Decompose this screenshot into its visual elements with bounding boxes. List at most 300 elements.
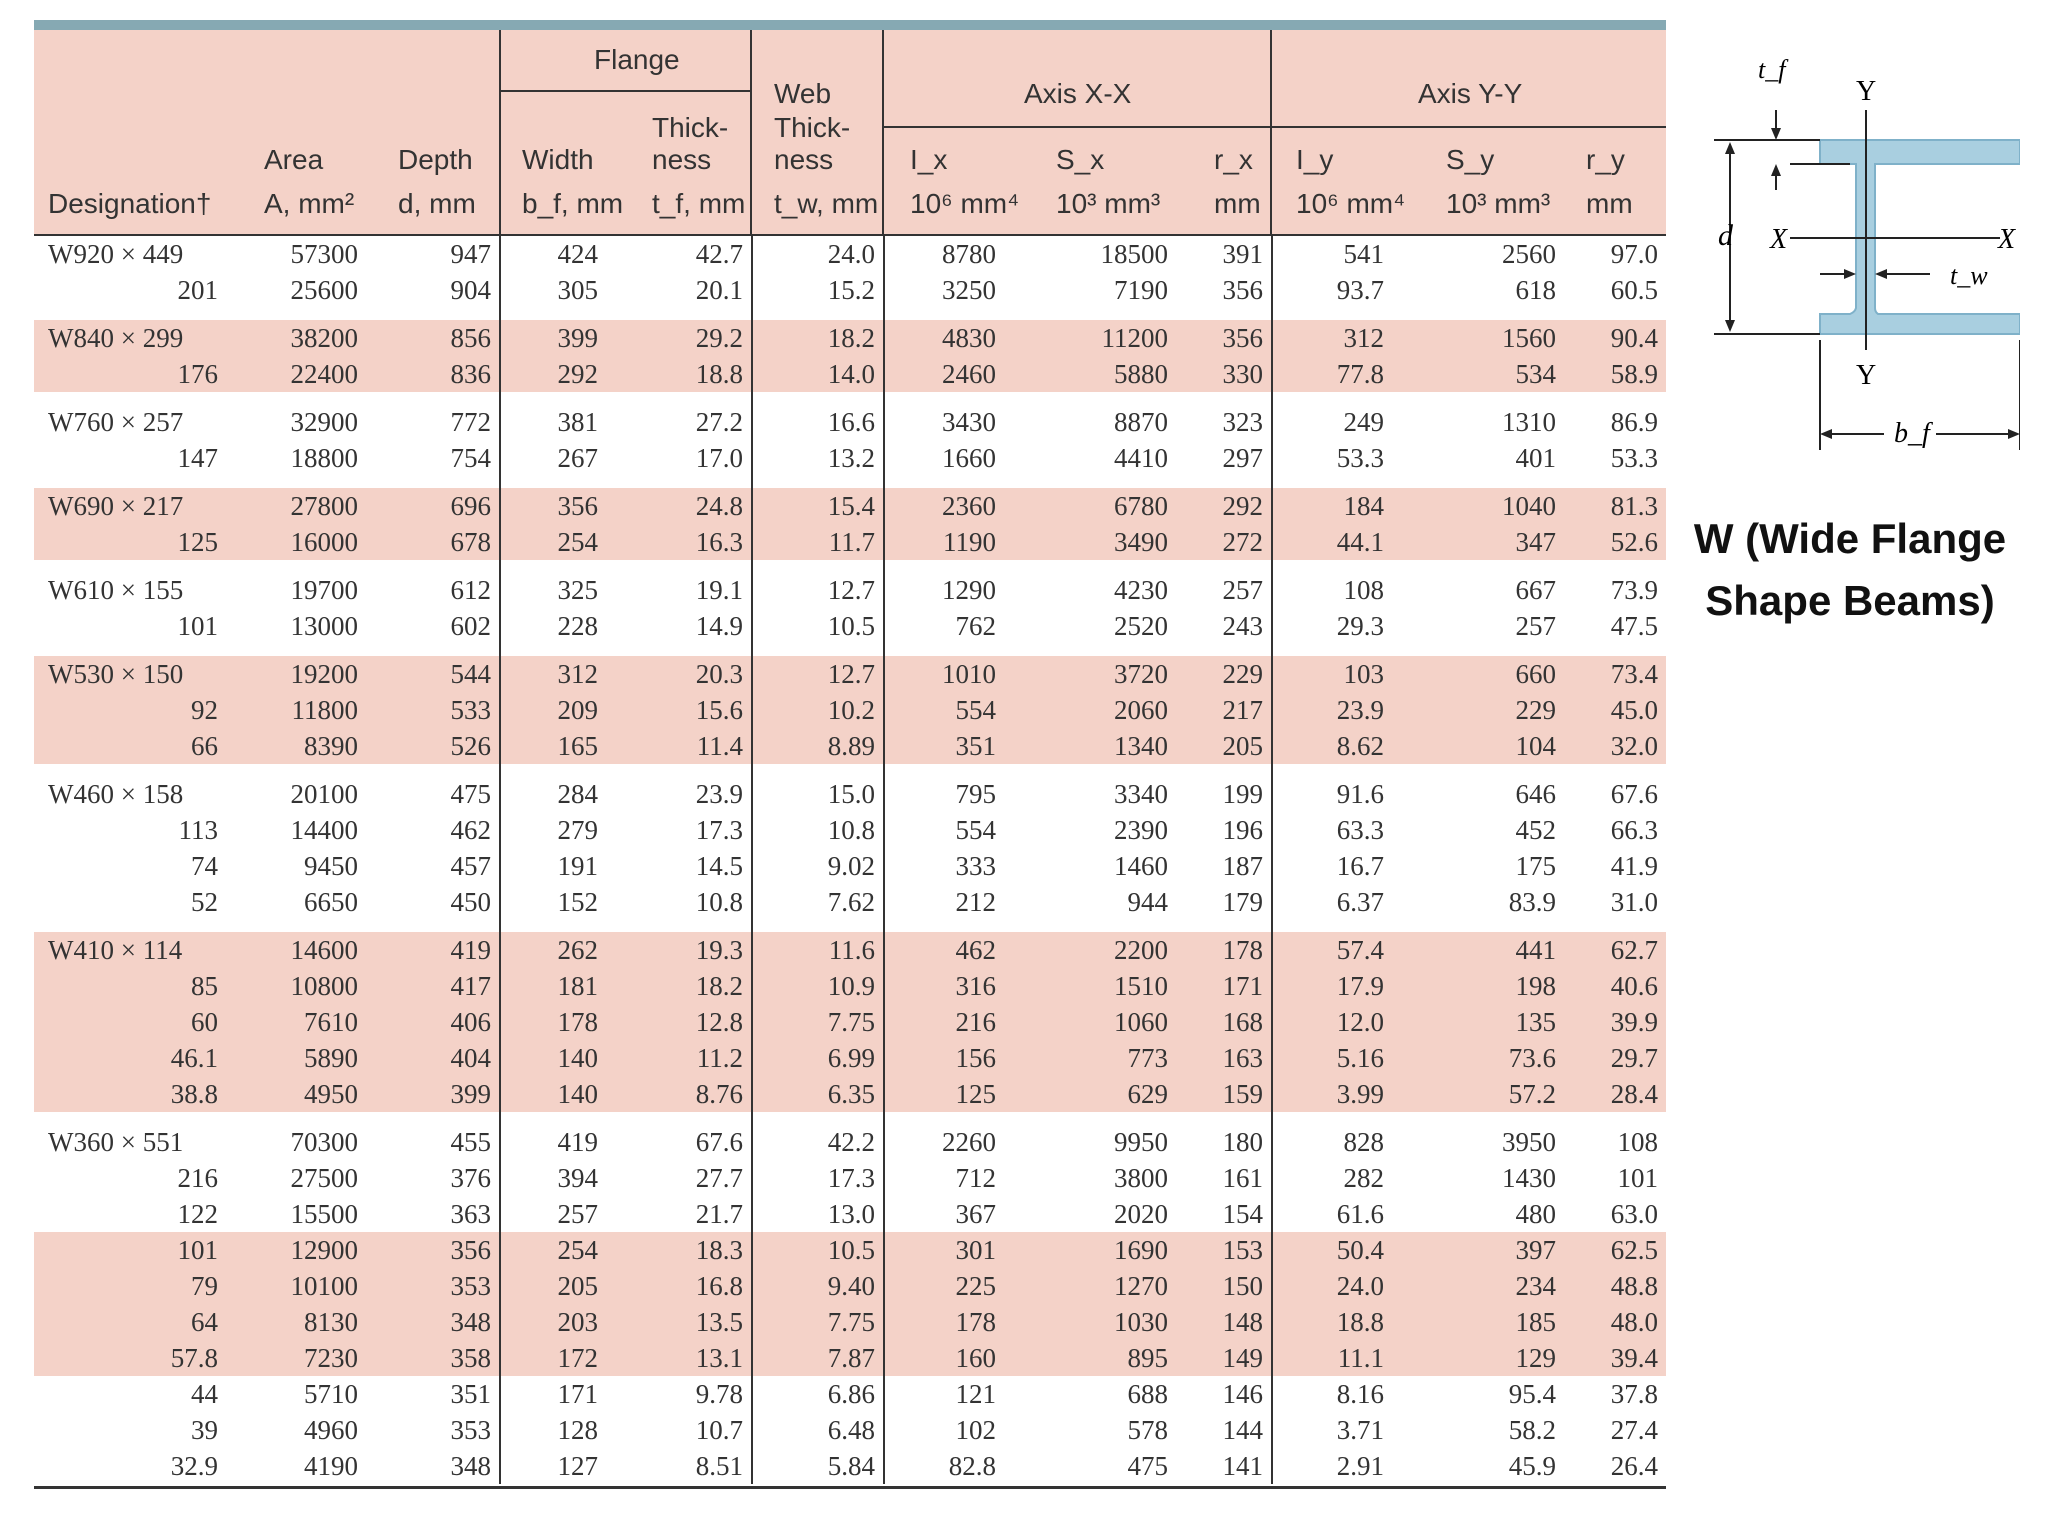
value-cell: 12.7 [752,656,884,692]
value-cell: 1510 [1004,968,1176,1004]
value-cell: 209 [500,692,606,728]
value-cell: 70300 [290,1127,358,1157]
value-cell: 52.6 [1564,524,1666,560]
designation-cell: 101 [177,611,218,641]
value-cell: 3250 [884,272,1004,308]
value-cell: 90.4 [1564,320,1666,356]
value-cell: 82.8 [884,1448,1004,1484]
value-cell: 399 [366,1076,500,1112]
designation-cell: 39 [191,1415,218,1445]
value-cell: 6780 [1004,488,1176,524]
value-cell: 184 [1272,488,1392,524]
table-row [34,440,1666,476]
depth-label: d [1718,219,1733,252]
designation-cell: W920 × 449 [48,239,184,269]
value-cell: 127 [500,1448,606,1484]
value-cell: 156 [884,1040,1004,1076]
group-spacer [34,308,1666,320]
value-cell: 40.6 [1564,968,1666,1004]
tw-arrow-right [1844,269,1856,279]
value-cell: 2390 [1114,815,1168,845]
designation-cell: 44 [191,1379,218,1409]
table-row [34,968,1666,1004]
value-cell: 6.86 [752,1376,884,1412]
table-row [34,488,1666,524]
value-cell: 199 [1222,779,1263,809]
value-cell: 11.1 [1272,1340,1392,1376]
value-cell: 25600 [290,275,358,305]
value-cell: 39.4 [1564,1340,1666,1376]
value-cell: 292 [1176,488,1272,524]
value-cell: 16.3 [606,524,752,560]
value-cell: 11800 [234,692,366,728]
value-cell: 1190 [884,524,1004,560]
value-cell: 279 [500,812,606,848]
value-cell: 102 [884,1412,1004,1448]
value-cell: 73.4 [1564,656,1666,692]
col-divider-1 [499,30,501,234]
tw-arrow-left [1875,269,1887,279]
value-cell: 828 [1272,1124,1392,1160]
designation-cell: W760 × 257 [48,407,184,437]
value-cell: 330 [1176,356,1272,392]
flange-thick-symbol: t_f, mm [652,188,746,219]
value-cell: 229 [1392,692,1564,728]
value-cell: 3950 [1502,1127,1556,1157]
value-cell: 856 [366,320,500,356]
value-cell: 1290 [884,572,1004,608]
value-cell: 243 [1222,611,1263,641]
value-cell: 367 [884,1196,1004,1232]
value-cell: 602 [450,611,491,641]
value-cell: 58.9 [1564,356,1666,392]
designation-cell: 46.1 [34,1040,234,1076]
value-cell: 154 [1222,1199,1263,1229]
value-cell: 7230 [234,1340,366,1376]
value-cell: 10.9 [752,968,884,1004]
value-cell: 3490 [1004,524,1176,560]
value-cell: 3720 [1004,656,1176,692]
value-cell: 3800 [1114,1163,1168,1193]
value-cell: 1010 [884,656,1004,692]
designation-label: Designation† [48,188,212,219]
table-row [34,272,1666,308]
value-cell: 216 [884,1004,1004,1040]
value-cell: 10.2 [752,692,884,728]
group-spacer [34,476,1666,488]
value-cell: 148 [1176,1304,1272,1340]
designation-cell: 79 [34,1268,234,1304]
value-cell: 168 [1176,1004,1272,1040]
value-cell: 95.4 [1508,1379,1556,1409]
value-cell: 103 [1272,656,1392,692]
designation-cell: 57.8 [34,1340,234,1376]
value-cell: 63.3 [1272,812,1392,848]
value-cell: 452 [1515,815,1556,845]
table-bottom-rule [34,1486,1666,1489]
ry-unit: mm [1586,188,1633,219]
table-row [34,236,1666,272]
value-cell: 297 [1222,443,1263,473]
designation-cell: 74 [191,851,218,881]
value-cell: 376 [450,1163,491,1193]
value-cell: 15.6 [606,692,752,728]
value-cell: 9.02 [752,848,884,884]
value-cell: 196 [1222,815,1263,845]
value-cell: 42.7 [695,239,743,269]
value-cell: 12.7 [752,572,884,608]
value-cell: 292 [500,356,606,392]
value-cell: 2020 [1114,1199,1168,1229]
y-top-label: Y [1856,76,1877,107]
value-cell: 86.9 [1610,407,1658,437]
value-cell: 205 [500,1268,606,1304]
value-cell: 2520 [1114,611,1168,641]
designation-cell: W690 × 217 [34,488,234,524]
value-cell: 11.2 [606,1040,752,1076]
value-cell: 108 [1272,572,1392,608]
value-cell: 66.3 [1610,815,1658,845]
value-cell: 18.2 [606,968,752,1004]
value-cell: 13.0 [752,1196,884,1232]
bf-arrow-left [1820,429,1832,439]
value-cell: 6.48 [752,1412,884,1448]
group-spacer [34,1112,1666,1124]
value-cell: 356 [366,1232,500,1268]
value-cell: 8.76 [606,1076,752,1112]
value-cell: 533 [366,692,500,728]
value-cell: 457 [450,851,491,881]
value-cell: 16.8 [606,1268,752,1304]
designation-cell: 125 [34,524,234,560]
value-cell: 17.3 [752,1160,884,1196]
table-row [34,320,1666,356]
value-cell: 353 [366,1268,500,1304]
value-cell: 8.16 [1272,1376,1392,1412]
value-cell: 462 [450,815,491,845]
tf-label: t_f [1758,55,1786,84]
axis-group-rule [883,126,1666,128]
value-cell: 108 [1617,1127,1658,1157]
value-cell: 101 [1617,1163,1658,1193]
value-cell: 541 [1272,236,1392,272]
value-cell: 4950 [234,1076,366,1112]
value-cell: 20.1 [695,275,743,305]
value-cell: 4230 [1114,575,1168,605]
sy-unit: 10³ mm³ [1446,188,1551,219]
value-cell: 399 [500,320,606,356]
value-cell: 333 [884,848,1004,884]
group-spacer [34,764,1666,776]
designation-cell: 201 [177,275,218,305]
value-cell: 175 [1515,851,1556,881]
value-cell: 45.0 [1564,692,1666,728]
value-cell: 5880 [1004,356,1176,392]
table-row [34,1040,1666,1076]
value-cell: 32.0 [1564,728,1666,764]
value-cell: 14600 [234,932,366,968]
web-label-3: ness [774,144,834,175]
table-row [34,524,1666,560]
table-row [34,404,1666,440]
designation-cell: 52 [191,887,218,917]
value-cell: 41.9 [1610,851,1658,881]
value-cell: 1270 [1004,1268,1176,1304]
value-cell: 185 [1392,1304,1564,1340]
value-cell: 406 [366,1004,500,1040]
value-cell: 9950 [1114,1127,1168,1157]
bf-arrow-right [2008,429,2020,439]
value-cell: 8390 [234,728,366,764]
value-cell: 198 [1392,968,1564,1004]
value-cell: 141 [1222,1451,1263,1481]
value-cell: 229 [1176,656,1272,692]
value-cell: 53.3 [1610,443,1658,473]
value-cell: 205 [1176,728,1272,764]
table-header [34,30,1666,236]
value-cell: 356 [1176,320,1272,356]
value-cell: 15.0 [752,776,884,812]
value-cell: 18.3 [606,1232,752,1268]
value-cell: 8870 [1114,407,1168,437]
value-cell: 8.62 [1272,728,1392,764]
value-cell: 27.2 [695,407,743,437]
value-cell: 450 [450,887,491,917]
value-cell: 3430 [884,404,1004,440]
value-cell: 19200 [234,656,366,692]
value-cell: 9.40 [752,1268,884,1304]
value-cell: 836 [366,356,500,392]
designation-cell: 147 [177,443,218,473]
sx-unit: 10³ mm³ [1056,188,1161,219]
value-cell: 660 [1392,656,1564,692]
value-cell: 323 [1222,407,1263,437]
value-cell: 161 [1222,1163,1263,1193]
designation-cell: W840 × 299 [34,320,234,356]
wide-flange-cross-section-diagram [1700,50,2020,470]
value-cell: 26.4 [1610,1451,1658,1481]
value-cell: 475 [1127,1451,1168,1481]
value-cell: 404 [366,1040,500,1076]
value-cell: 795 [884,776,1004,812]
value-cell: 18800 [290,443,358,473]
value-cell: 15.2 [752,272,884,308]
value-cell: 7.62 [752,884,884,920]
group-spacer [34,560,1666,572]
value-cell: 480 [1515,1199,1556,1229]
value-cell: 284 [500,776,606,812]
value-cell: 31.0 [1610,887,1658,917]
value-cell: 212 [884,884,1004,920]
value-cell: 19.1 [695,575,743,605]
value-cell: 61.6 [1272,1196,1392,1232]
col-divider-4 [1270,30,1272,234]
area-label: Area [264,144,324,175]
value-cell: 667 [1515,575,1556,605]
axis-xx-label: Axis X-X [1024,78,1132,109]
value-cell: 6650 [304,887,358,917]
value-cell: 10.5 [752,1232,884,1268]
table-row [34,932,1666,968]
value-cell: 257 [1515,611,1556,641]
table-row [34,1340,1666,1376]
value-cell: 19700 [290,575,358,605]
ry-symbol: r_y [1586,144,1625,175]
value-cell: 2460 [884,356,1004,392]
value-cell: 203 [500,1304,606,1340]
value-cell: 12.0 [1272,1004,1392,1040]
value-cell: 8.51 [695,1451,743,1481]
depth-label: Depth [398,144,473,175]
value-cell: 16.7 [1272,848,1392,884]
value-cell: 612 [450,575,491,605]
value-cell: 301 [884,1232,1004,1268]
value-cell: 9450 [304,851,358,881]
value-cell: 20.3 [606,656,752,692]
table-row [34,1076,1666,1112]
value-cell: 27.4 [1610,1415,1658,1445]
value-cell: 44.1 [1272,524,1392,560]
table-row [34,812,1666,848]
web-symbol: t_w, mm [774,188,879,219]
value-cell: 1040 [1392,488,1564,524]
data-table [34,236,1666,1484]
value-cell: 11200 [1004,320,1176,356]
value-cell: 394 [500,1160,606,1196]
value-cell: 91.6 [1272,776,1392,812]
sx-symbol: S_x [1056,144,1105,175]
value-cell: 42.2 [752,1124,884,1160]
value-cell: 353 [450,1415,491,1445]
value-cell: 17.9 [1272,968,1392,1004]
value-cell: 254 [500,1232,606,1268]
value-cell: 316 [884,968,1004,1004]
web-label-1: Web [774,78,832,109]
designation-cell: W410 × 114 [34,932,234,968]
web-label-2: Thick- [774,112,851,143]
value-cell: 2060 [1004,692,1176,728]
value-cell: 172 [500,1340,606,1376]
value-cell: 441 [1392,932,1564,968]
value-cell: 32900 [290,407,358,437]
value-cell: 7610 [234,1004,366,1040]
value-cell: 356 [500,488,606,524]
table-row [34,1232,1666,1268]
value-cell: 152 [500,884,606,920]
designation-cell: W460 × 158 [48,779,184,809]
table-row [34,1124,1666,1160]
value-cell: 13.5 [606,1304,752,1340]
designation-cell: 64 [34,1304,234,1340]
value-cell: 348 [366,1304,500,1340]
value-cell: 225 [884,1268,1004,1304]
value-cell: 4190 [304,1451,358,1481]
value-cell: 50.4 [1272,1232,1392,1268]
value-cell: 4960 [304,1415,358,1445]
value-cell: 10.8 [752,812,884,848]
value-cell: 62.7 [1564,932,1666,968]
value-cell: 1560 [1392,320,1564,356]
value-cell: 16.6 [752,404,884,440]
value-cell: 24.0 [752,236,884,272]
iy-symbol: I_y [1296,144,1334,175]
col-divider-3 [882,30,884,234]
value-cell: 5710 [304,1379,358,1409]
ix-symbol: I_x [910,144,948,175]
value-cell: 7.87 [752,1340,884,1376]
axis-yy-label: Axis Y-Y [1418,78,1523,109]
value-cell: 754 [450,443,491,473]
x-left-label: X [1770,224,1788,255]
rx-symbol: r_x [1214,144,1253,175]
value-cell: 165 [500,728,606,764]
value-cell: 45.9 [1508,1451,1556,1481]
value-cell: 347 [1392,524,1564,560]
table-row [34,1412,1666,1448]
designation-cell: W610 × 155 [48,575,184,605]
value-cell: 305 [500,272,606,308]
designation-cell: 60 [34,1004,234,1040]
value-cell: 27500 [290,1163,358,1193]
value-cell: 73.6 [1392,1040,1564,1076]
value-cell: 904 [450,275,491,305]
designation-cell: 101 [34,1232,234,1268]
value-cell: 15500 [290,1199,358,1229]
value-cell: 312 [500,656,606,692]
table-row [34,1004,1666,1040]
value-cell: 5890 [234,1040,366,1076]
bf-label: b_f [1894,418,1930,449]
value-cell: 254 [500,524,606,560]
value-cell: 8.89 [752,728,884,764]
value-cell: 1430 [1502,1163,1556,1193]
value-cell: 312 [1272,320,1392,356]
depth-symbol: d, mm [398,188,476,219]
value-cell: 554 [884,692,1004,728]
flange-thick-label-2: ness [652,144,712,175]
value-cell: 140 [500,1076,606,1112]
group-spacer [34,644,1666,656]
value-cell: 282 [1272,1160,1392,1196]
value-cell: 2.91 [1272,1448,1392,1484]
value-cell: 57.2 [1392,1076,1564,1112]
value-cell: 14.0 [752,356,884,392]
value-cell: 7.75 [752,1004,884,1040]
y-bottom-label: Y [1856,360,1877,391]
value-cell: 2200 [1004,932,1176,968]
table-row [34,1304,1666,1340]
designation-cell: 92 [34,692,234,728]
value-cell: 6.35 [752,1076,884,1112]
value-cell: 10.7 [695,1415,743,1445]
value-cell: 18.8 [606,356,752,392]
table-row [34,728,1666,764]
value-cell: 262 [500,932,606,968]
value-cell: 178 [1176,932,1272,968]
ix-unit: 10⁶ mm⁴ [910,188,1020,219]
value-cell: 15.4 [752,488,884,524]
value-cell: 146 [1222,1379,1263,1409]
value-cell: 17.0 [695,443,743,473]
value-cell: 234 [1392,1268,1564,1304]
designation-cell: 216 [177,1163,218,1193]
value-cell: 58.2 [1508,1415,1556,1445]
value-cell: 73.9 [1610,575,1658,605]
value-cell: 57.4 [1272,932,1392,968]
designation-cell: 176 [34,356,234,392]
value-cell: 160 [884,1340,1004,1376]
value-cell: 39.9 [1564,1004,1666,1040]
